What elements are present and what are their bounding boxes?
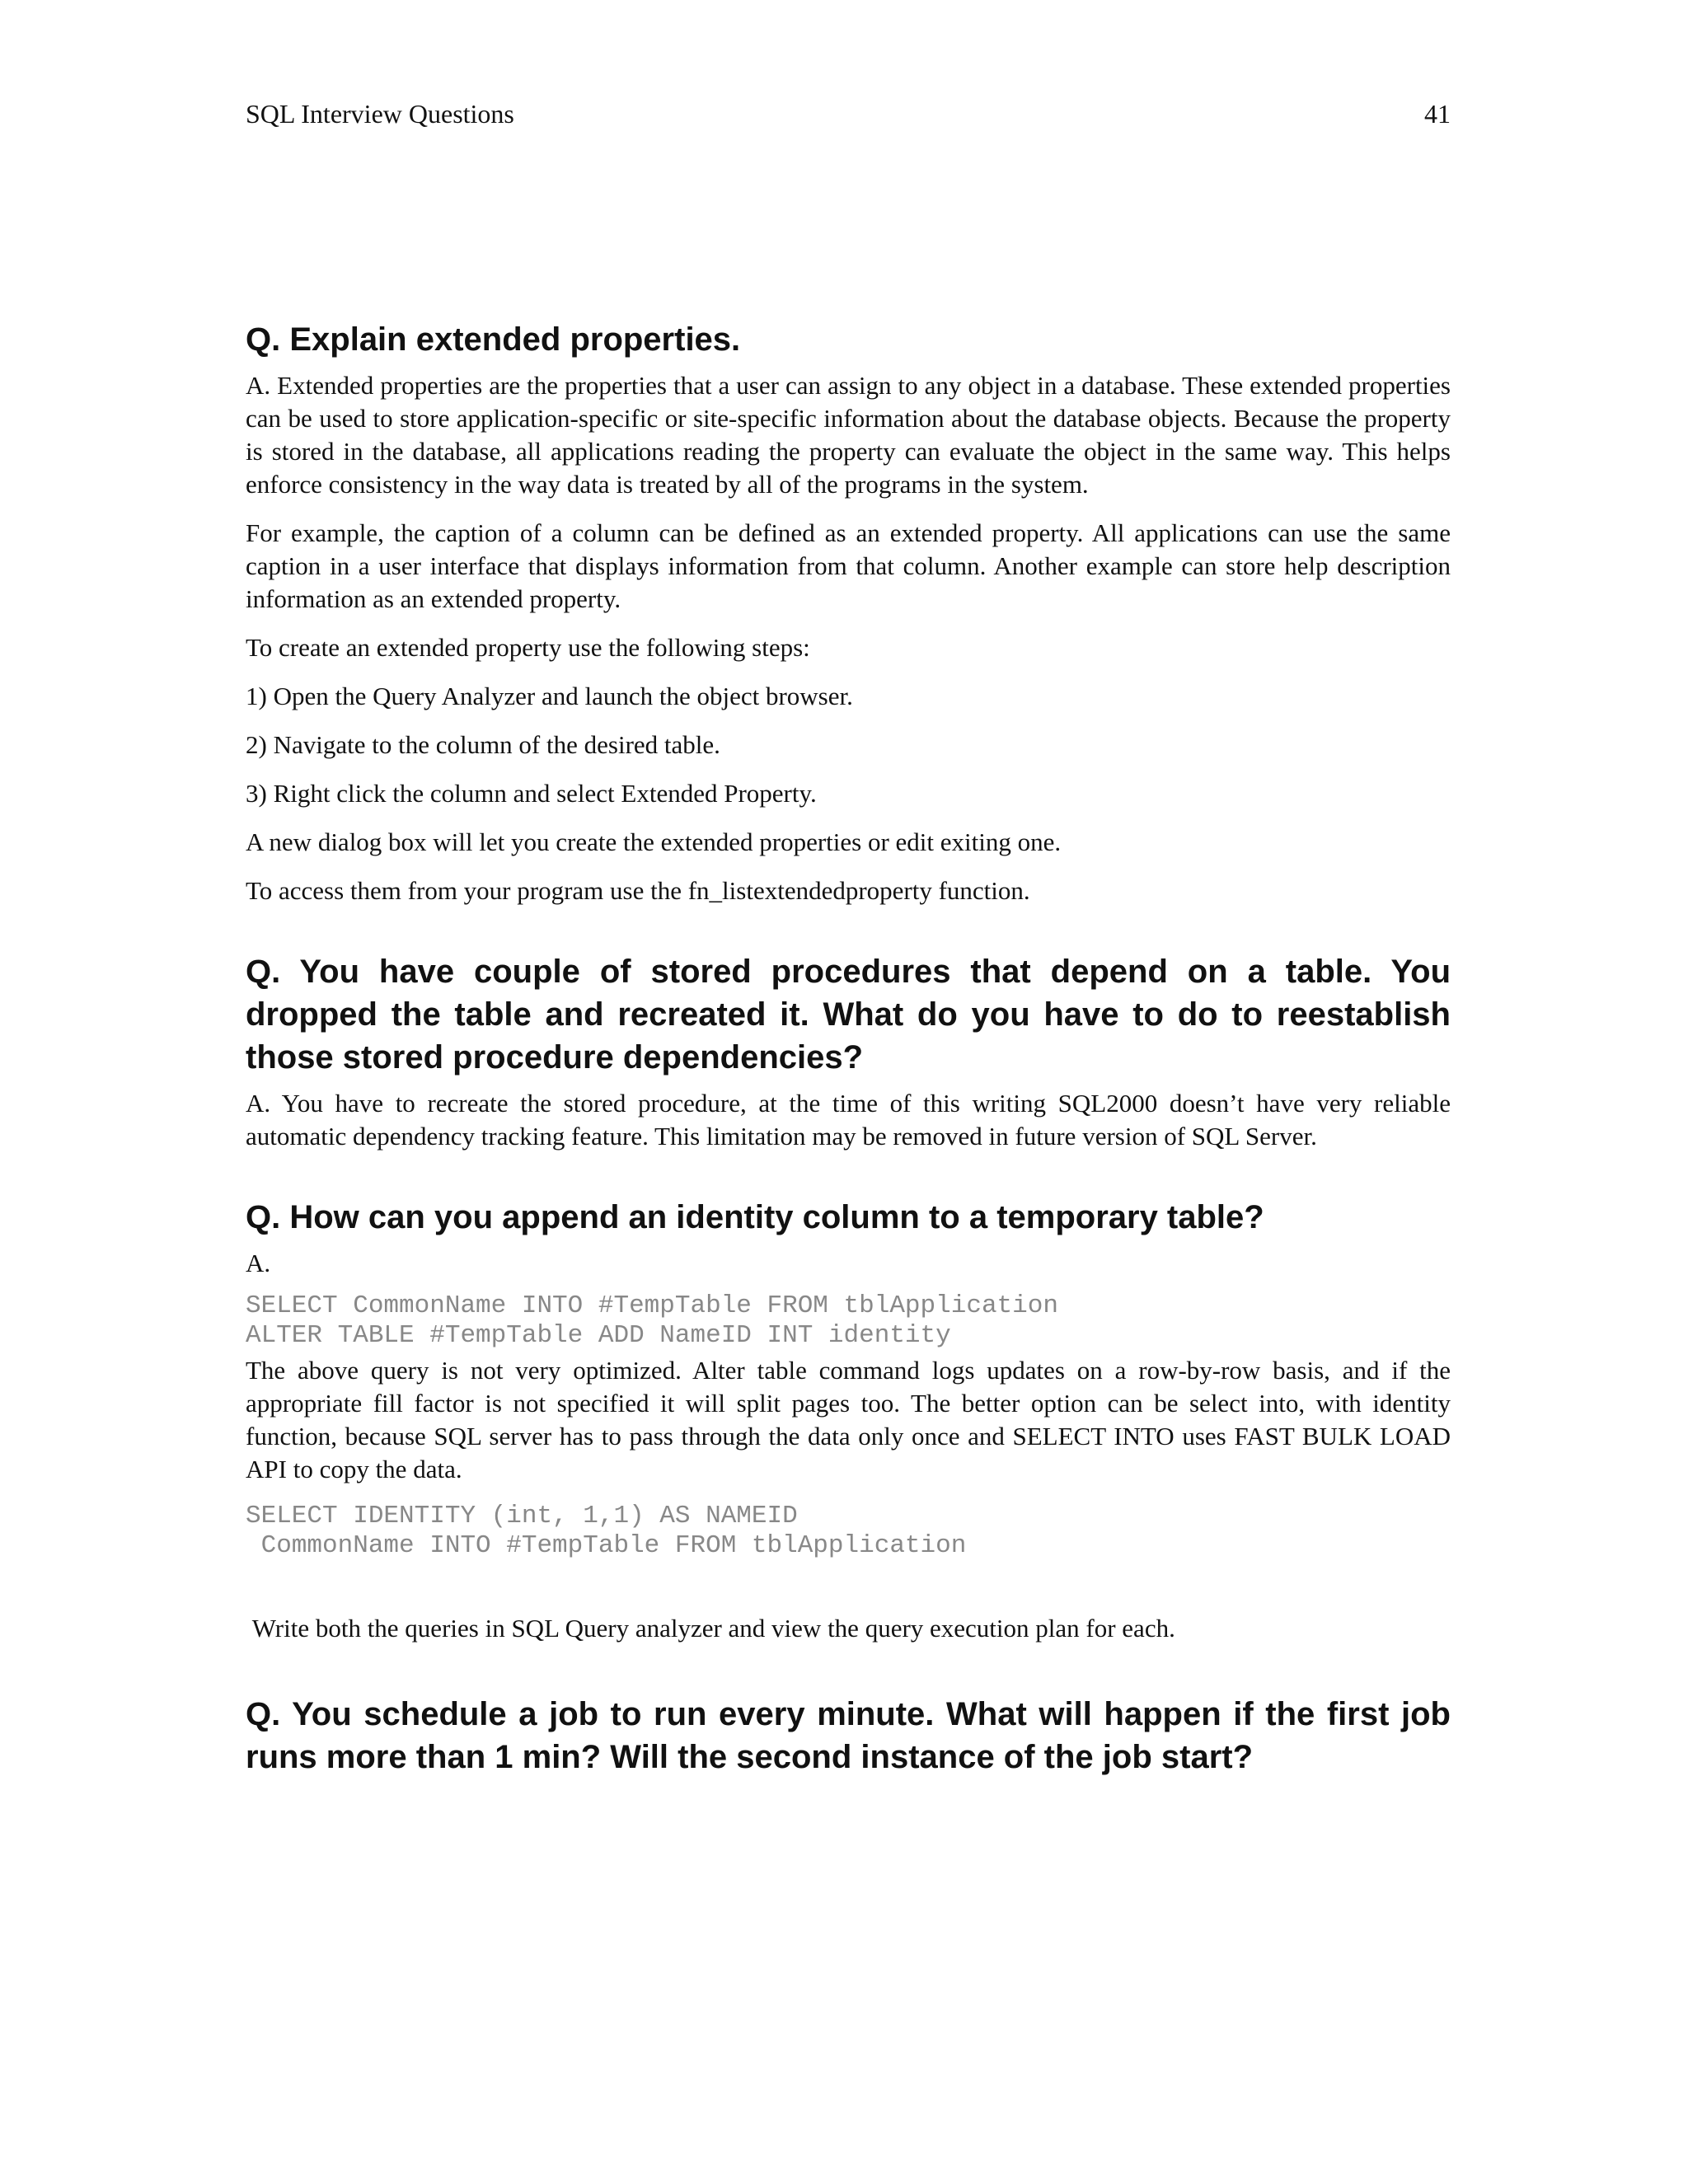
code-block: SELECT IDENTITY (int, 1,1) AS NAMEID CommonName INTO #TempTable FROM tblApplication — [246, 1502, 967, 1560]
body-paragraph: For example, the caption of a column can be defined as an extended property. All applications can use the same caption in a user interface that displays information from that column. Another example can store help description information as an extended property. — [246, 518, 1451, 613]
answer-paragraph: A. You have to recreate the stored procedure, at the time of this writing SQL2000 doesn’t have very reliable automatic dependency tracking feature. This limitation may be removed in future version of SQL Server. — [246, 1089, 1451, 1151]
answer-paragraph: A. Extended properties are the properties that a user can assign to any object in a database. These extended properties can be used to store application-specific or site-specific information about the database objects. Because the property is stored in the database, all applications reading the property can evaluate the object in the same way. This helps enforce consistency in the way data is treated by all of the programs in the system. — [246, 371, 1451, 499]
code-block: SELECT CommonName INTO #TempTable FROM tblApplication ALTER TABLE #TempTable ADD NameID INT identity — [246, 1291, 1058, 1350]
body-paragraph: To access them from your program use the fn_listextendedproperty function. — [246, 876, 1030, 905]
step-item: 2) Navigate to the column of the desired table. — [246, 730, 720, 759]
body-paragraph: To create an extended property use the following steps: — [246, 633, 810, 662]
page-number: 41 — [1424, 99, 1451, 129]
body-paragraph: Write both the queries in SQL Query analyzer and view the query execution plan for each. — [246, 1614, 1175, 1643]
page-header — [246, 97, 1451, 130]
answer-label: A. — [246, 1249, 271, 1277]
running-title: SQL Interview Questions — [246, 99, 514, 129]
question-heading: Q. How can you append an identity column to a temporary table? — [246, 1199, 1264, 1235]
question-heading: Q. You have couple of stored procedures that depend on a table. You dropped the table and recreated it. What do you have to do to reestablish those stored procedure dependencies? — [246, 954, 1451, 1076]
step-item: 1) Open the Query Analyzer and launch the object browser. — [246, 682, 853, 710]
question-heading: Q. You schedule a job to run every minute. What will happen if the first job runs more than 1 min? Will the second instance of the job start? — [246, 1696, 1451, 1775]
question-heading: Q. Explain extended properties. — [246, 321, 741, 358]
body-paragraph: A new dialog box will let you create the extended properties or edit exiting one. — [246, 827, 1062, 856]
body-paragraph: The above query is not very optimized. Alter table command logs updates on a row-by-row basis, and if the appropriate fill factor is not specified it will split pages too. The better option can be select into, with identity function, because SQL server has to pass through the data only once and SELECT INTO uses FAST BULK LOAD API to copy the data. — [246, 1356, 1451, 1483]
step-item: 3) Right click the column and select Extended Property. — [246, 779, 817, 808]
page-body — [246, 318, 1451, 1787]
